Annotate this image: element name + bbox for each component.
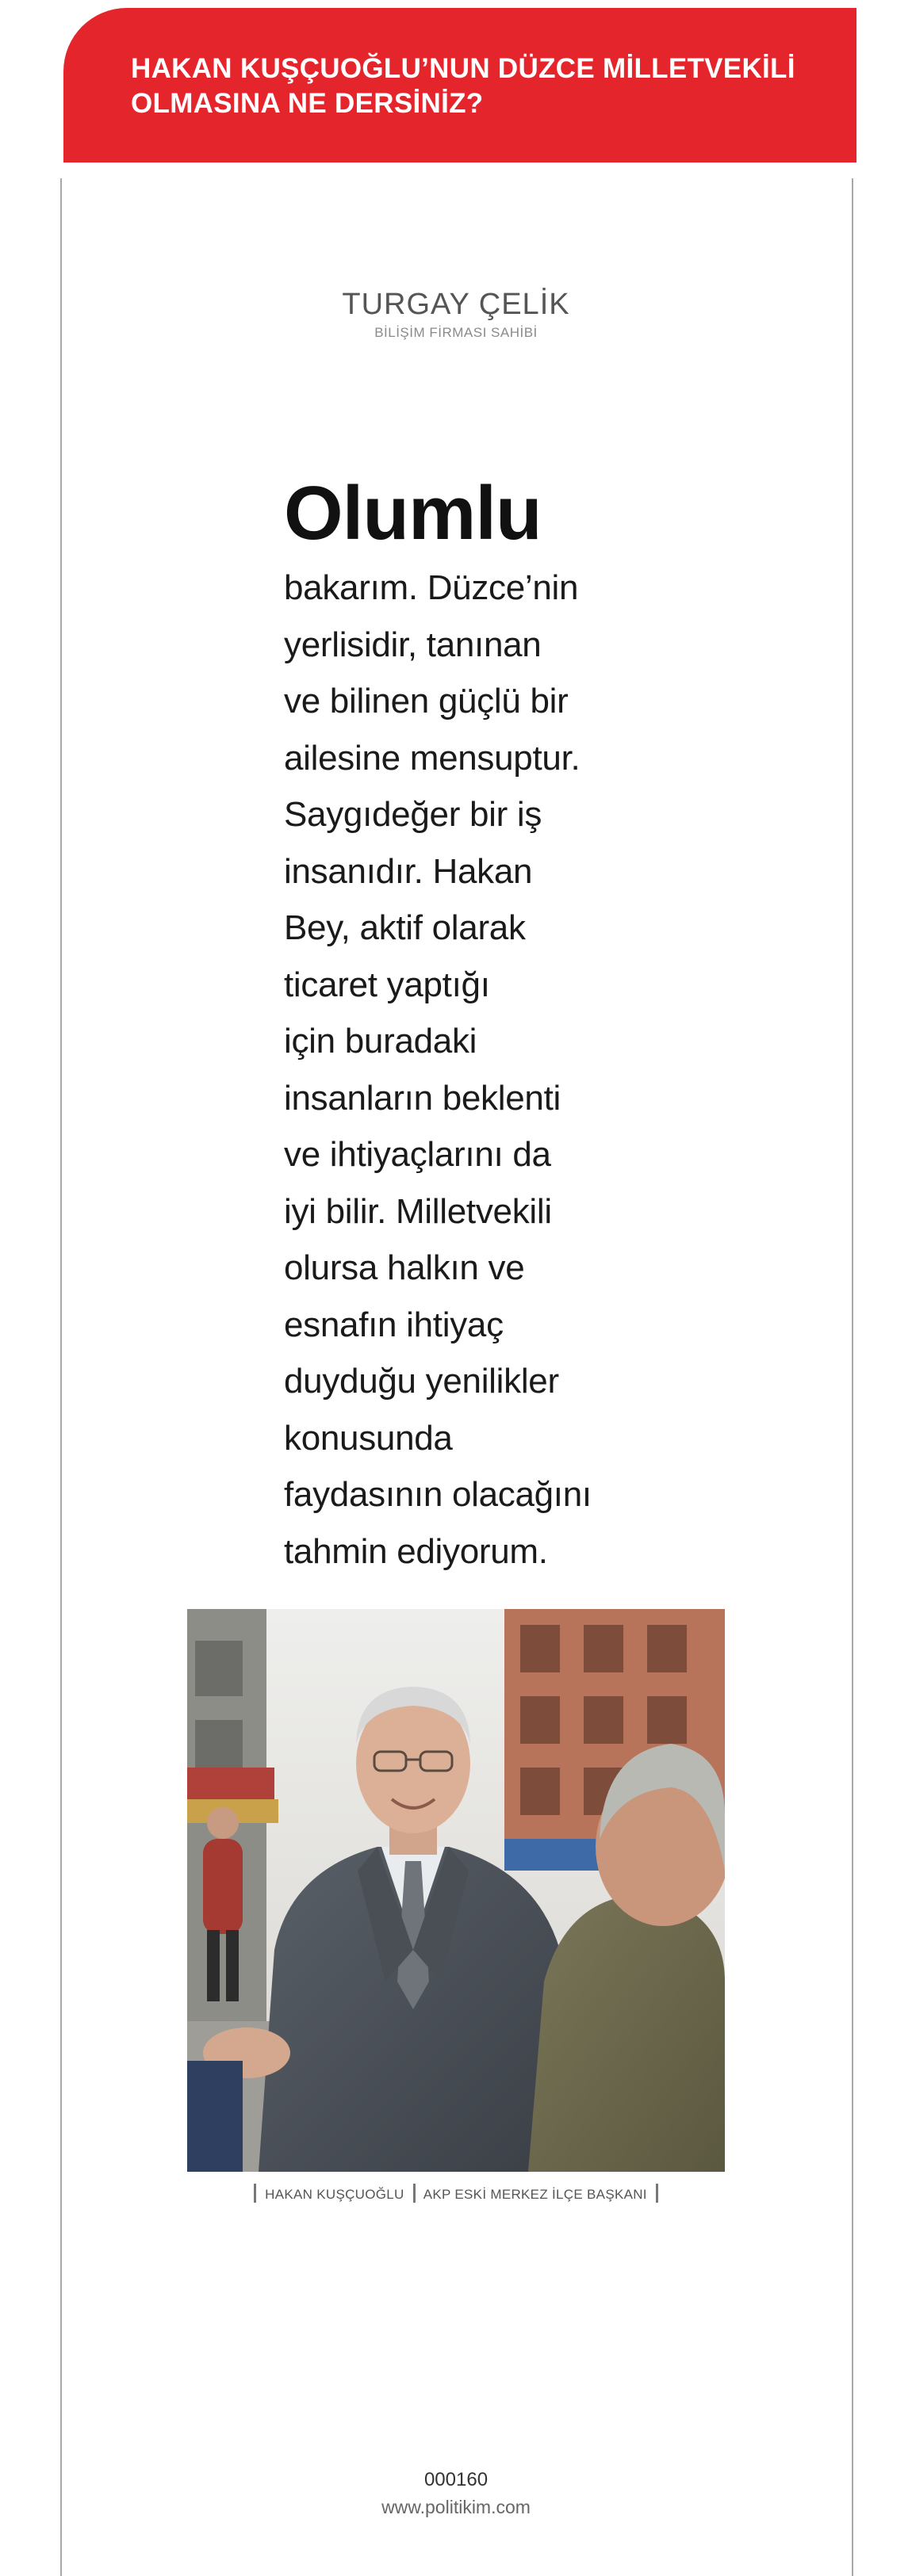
header-title: HAKAN KUŞÇUOĞLU’NUN DÜZCE MİLLETVEKİLİ OLMASINA NE DERSİNİZ? (131, 53, 795, 119)
website-url: www.politikim.com (381, 2497, 531, 2517)
photo-illustration (187, 1609, 725, 2172)
left-border-rule (60, 178, 62, 2576)
page-footer (301, 2467, 611, 2521)
caption-title: AKP ESKİ MERKEZ İLÇE BAŞKANI (423, 2187, 647, 2202)
lead-word: Olumlu (284, 471, 542, 556)
article-text: bakarım. Düzce’nin yerlisidir, tanınan ve bilinen güçlü bir ailesine mensuptur. Saygıdeğer bir iş insanıdır. Hakan Bey, aktif olarak ticaret yaptığı için buradaki insanların beklenti ve ihtiyaçlarını da iyi bilir. Milletvekili olursa halkın ve esnafın ihtiyaç duyduğu yenilikler konusunda faydasının olacağını tahmin ediyorum. (284, 568, 592, 1571)
caption-divider (254, 2184, 256, 2203)
caption-divider (413, 2184, 416, 2203)
header-banner (63, 8, 856, 162)
page-number: 000160 (423, 2469, 489, 2490)
caption-name: HAKAN KUŞÇUOĞLU (265, 2187, 404, 2202)
article-body (284, 468, 633, 1580)
author-block (301, 287, 611, 341)
right-border-rule (852, 178, 853, 2576)
author-name: TURGAY ÇELİK (342, 288, 570, 321)
portrait-photo (187, 1609, 725, 2172)
author-role: BİLİŞİM FİRMASI SAHİBİ (374, 325, 538, 340)
caption-divider (656, 2184, 658, 2203)
photo-caption (159, 2184, 753, 2203)
